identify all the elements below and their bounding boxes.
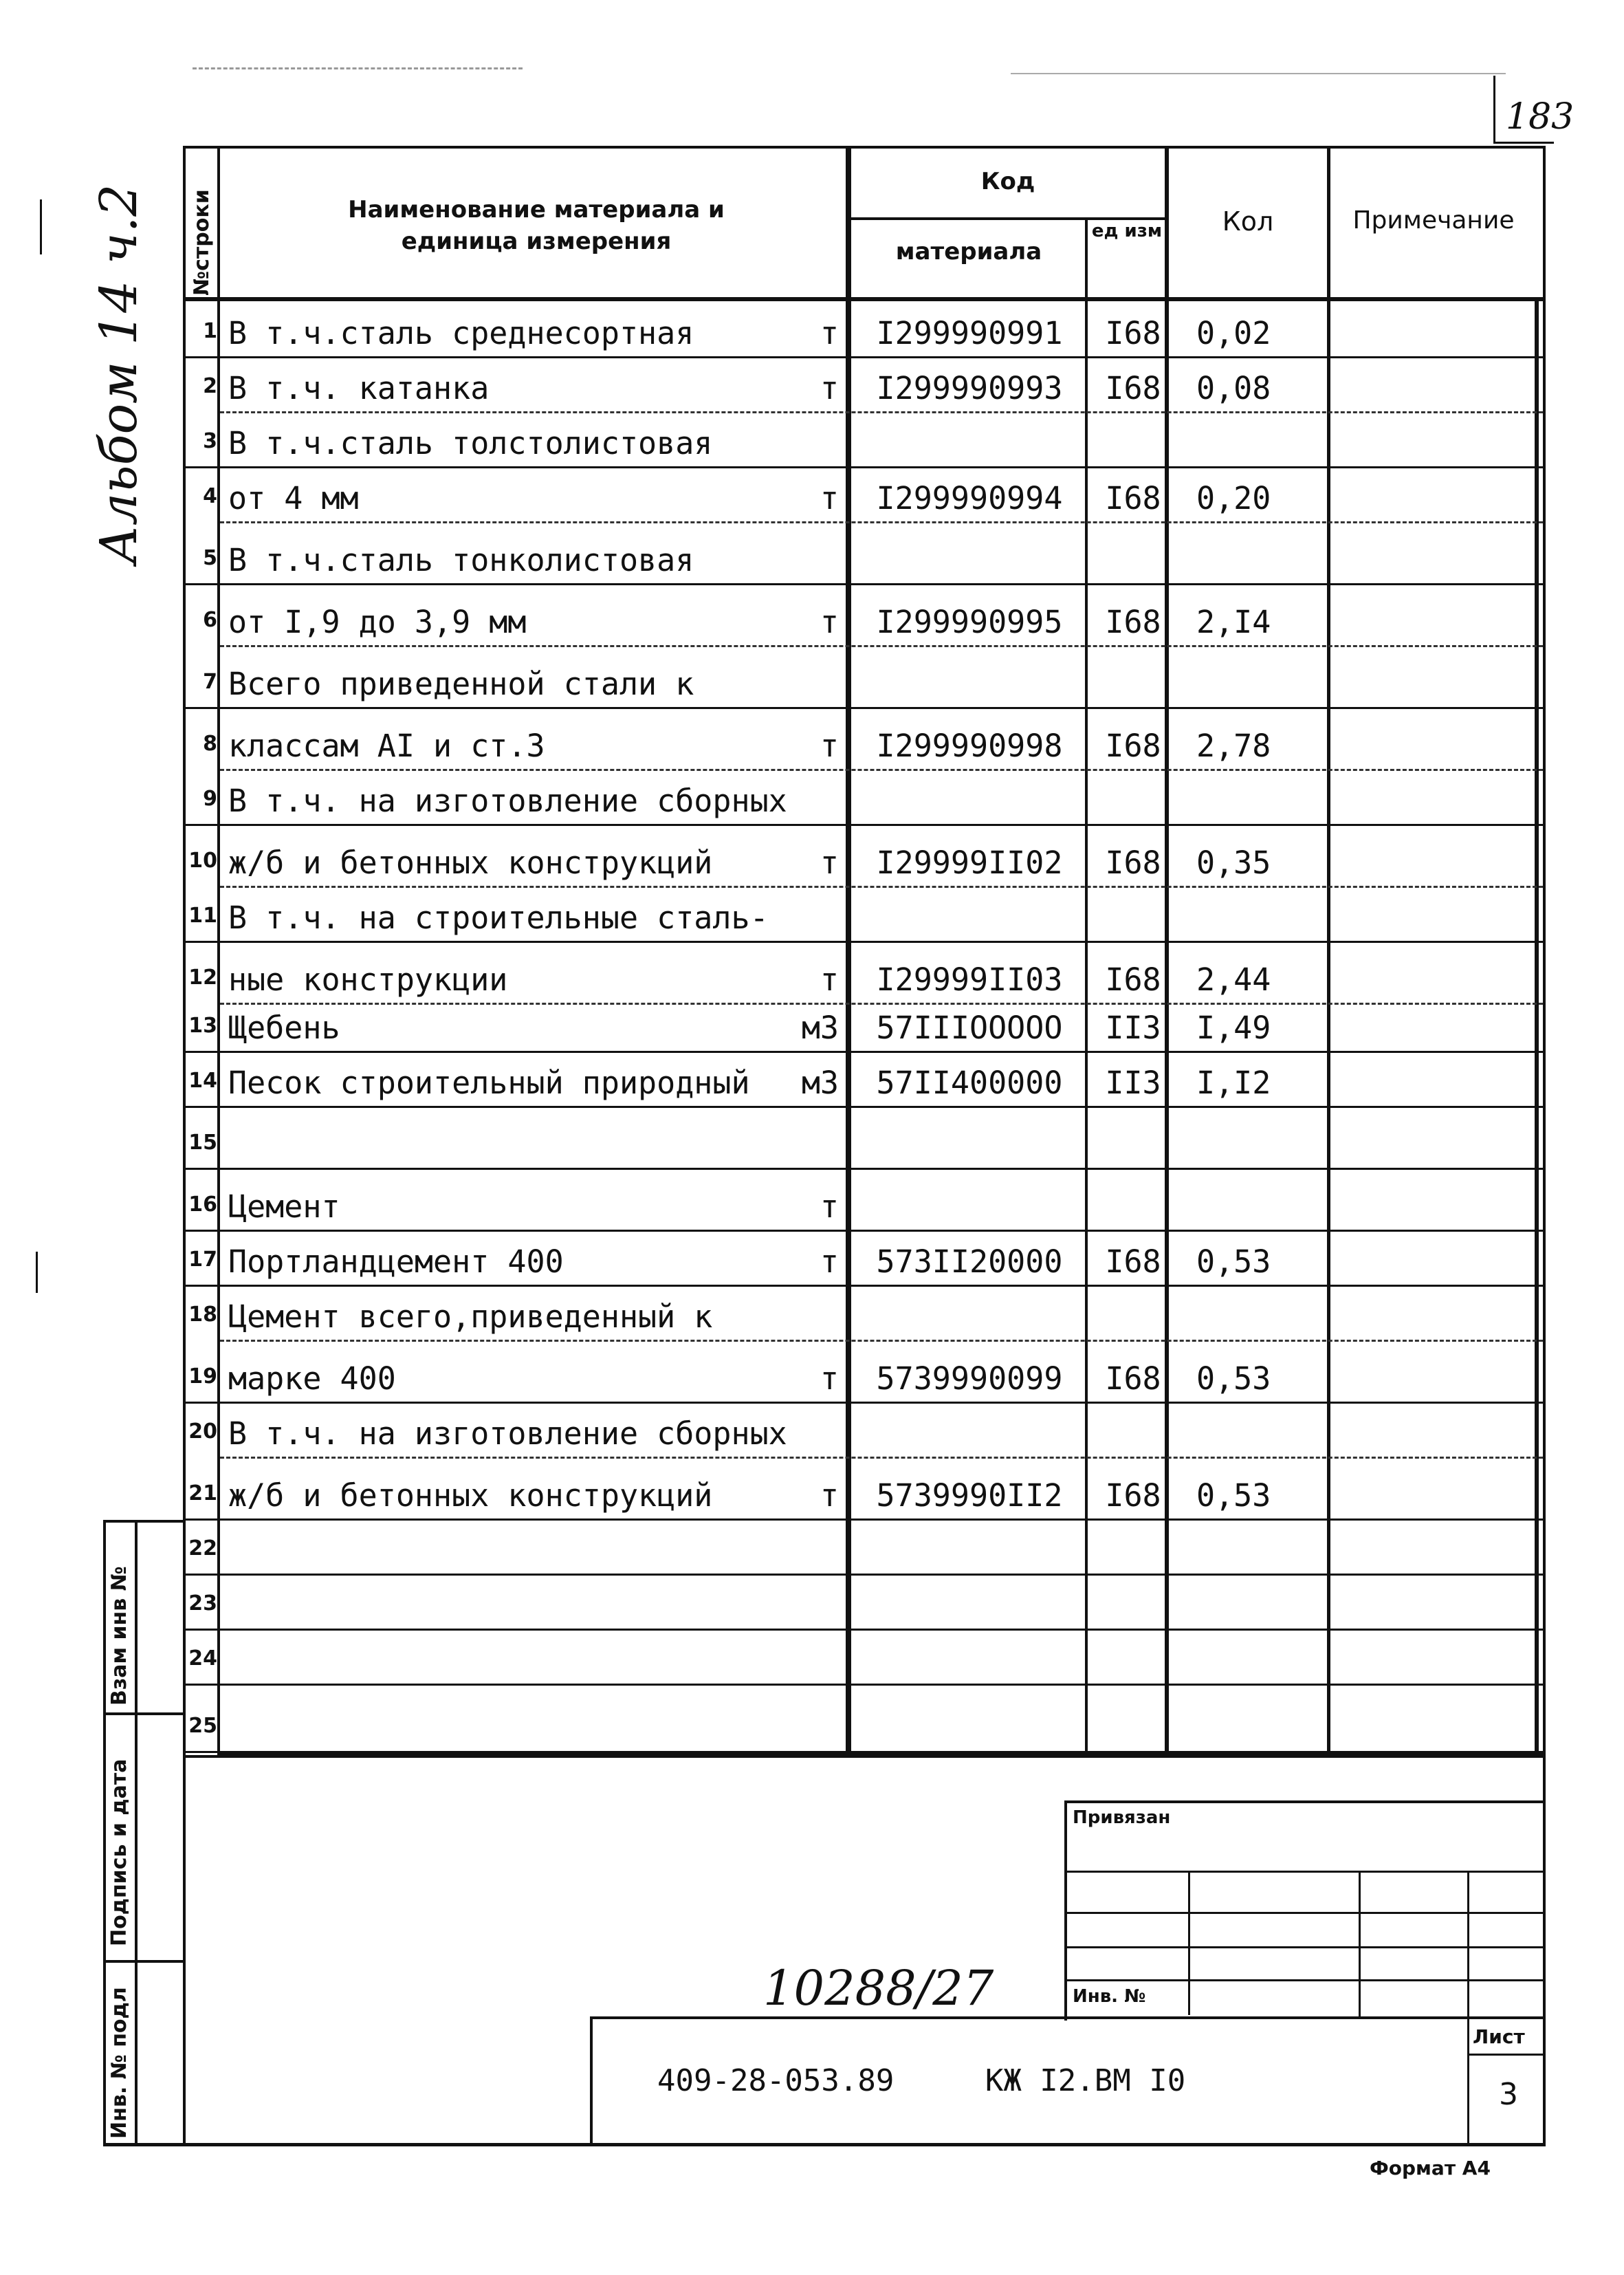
row-divider	[183, 1051, 1543, 1053]
header-name: Наименование материала и единица измерения	[348, 196, 725, 255]
row-divider	[183, 1402, 1543, 1404]
row-material-code: 5739990II2	[876, 1477, 1063, 1514]
row-material-code: I29999II02	[876, 845, 1063, 881]
row-name: Цемент	[228, 1188, 340, 1225]
row-number: 18	[188, 1303, 217, 1327]
row-number: 25	[188, 1714, 217, 1738]
row-divider	[220, 1457, 1543, 1459]
row-quantity: 0,20	[1196, 480, 1271, 516]
row-divider	[220, 645, 1543, 647]
row-name: В т.ч.сталь толстолистовая	[228, 425, 713, 461]
row-number: 5	[203, 546, 217, 570]
row-number: 24	[188, 1646, 217, 1670]
handwritten-number: 10288/27	[763, 1960, 994, 2016]
row-number: 12	[188, 966, 217, 990]
header-unit: ед изм	[1091, 221, 1163, 241]
row-quantity: 0,53	[1196, 1243, 1271, 1280]
row-name: В т.ч.сталь тонколистовая	[228, 542, 694, 578]
row-unit: т	[820, 315, 839, 351]
row-divider	[183, 1574, 1543, 1576]
row-quantity: I,49	[1196, 1010, 1271, 1046]
row-name: Песок строительный природный	[228, 1065, 750, 1101]
row-quantity: I,I2	[1196, 1065, 1271, 1101]
row-material-code: I299990998	[876, 728, 1063, 764]
row-number: 1	[203, 319, 217, 343]
sheet-label: Лист	[1473, 2025, 1525, 2048]
row-material-code: 573II20000	[876, 1243, 1063, 1280]
row-name: Портландцемент 400	[228, 1243, 564, 1280]
row-divider	[183, 941, 1543, 943]
row-unit-code: I68	[1105, 1477, 1161, 1514]
row-material-code: 57IIIООООО	[876, 1010, 1063, 1046]
row-number: 4	[203, 484, 217, 508]
row-unit: м3	[801, 1010, 839, 1046]
label-inv-podl: Инв. № подл	[107, 1987, 131, 2139]
row-unit-code: I68	[1105, 370, 1161, 406]
privyazan-label: Привязан	[1073, 1807, 1171, 1828]
row-unit: т	[820, 604, 839, 640]
row-quantity: 0,08	[1196, 370, 1271, 406]
row-name: классам АI и ст.3	[228, 728, 545, 764]
header-note: Примечание	[1352, 206, 1515, 235]
row-number: 23	[188, 1591, 217, 1615]
row-name: В т.ч. катанка	[228, 370, 490, 406]
row-unit-code: I68	[1105, 961, 1161, 998]
row-name: Всего приведенной стали к	[228, 666, 694, 702]
row-name: ж/б и бетонных конструкций	[228, 1477, 713, 1514]
row-number: 21	[188, 1481, 217, 1505]
row-unit: т	[820, 961, 839, 998]
row-divider	[183, 1751, 1543, 1753]
row-quantity: 2,I4	[1196, 604, 1271, 640]
row-number: 14	[188, 1069, 217, 1093]
row-unit-code: I68	[1105, 480, 1161, 516]
row-number: 10	[188, 849, 217, 873]
row-divider	[183, 707, 1543, 709]
row-name: ж/б и бетонных конструкций	[228, 845, 713, 881]
row-quantity: 0,53	[1196, 1360, 1271, 1397]
row-name: Цемент всего,приведенный к	[228, 1298, 713, 1335]
row-name: от 4 мм	[228, 480, 359, 516]
row-name: Щебень	[228, 1010, 340, 1046]
row-unit: т	[820, 845, 839, 881]
row-divider	[220, 769, 1543, 771]
row-divider	[220, 411, 1543, 413]
row-material-code: 57II400000	[876, 1065, 1063, 1101]
row-divider	[183, 1168, 1543, 1170]
header-row-no: №строки	[190, 189, 214, 296]
row-number: 19	[188, 1364, 217, 1389]
header-code: Код	[980, 168, 1035, 195]
row-material-code: I299990994	[876, 480, 1063, 516]
row-unit-code: I68	[1105, 845, 1161, 881]
format-label: Формат А4	[1370, 2157, 1491, 2179]
row-unit: т	[820, 1360, 839, 1397]
row-name: В т.ч.сталь среднесортная	[228, 315, 694, 351]
row-divider	[183, 466, 1543, 468]
row-quantity: 2,78	[1196, 728, 1271, 764]
row-unit-code: I68	[1105, 1243, 1161, 1280]
row-divider	[183, 1684, 1543, 1686]
row-material-code: 5739990099	[876, 1360, 1063, 1397]
row-number: 11	[188, 904, 217, 928]
row-divider	[183, 1629, 1543, 1631]
row-number: 22	[188, 1536, 217, 1560]
row-divider	[183, 1230, 1543, 1232]
row-unit-code: II3	[1105, 1010, 1161, 1046]
row-unit-code: I68	[1105, 604, 1161, 640]
row-number: 15	[188, 1131, 217, 1155]
row-name: В т.ч. на изготовление сборных	[228, 1415, 787, 1452]
row-number: 13	[188, 1014, 217, 1038]
row-unit: т	[820, 480, 839, 516]
header-material: материала	[895, 238, 1042, 265]
row-unit: т	[820, 1477, 839, 1514]
row-quantity: 2,44	[1196, 961, 1271, 998]
sheet-number: 3	[1499, 2077, 1518, 2112]
page-mark: 183	[1506, 96, 1574, 138]
row-unit: т	[820, 1188, 839, 1225]
row-unit: т	[820, 370, 839, 406]
row-divider	[220, 1003, 1543, 1005]
row-unit-code: I68	[1105, 728, 1161, 764]
row-material-code: I29999II03	[876, 961, 1063, 998]
header-qty: Кол	[1222, 206, 1274, 237]
row-number: 2	[203, 374, 217, 398]
row-unit: м3	[801, 1065, 839, 1101]
row-material-code: I299990995	[876, 604, 1063, 640]
row-number: 20	[188, 1419, 217, 1444]
row-unit-code: I68	[1105, 1360, 1161, 1397]
doc-code: 409-28-053.89 КЖ I2.ВМ I0	[657, 2063, 1186, 2098]
row-divider	[220, 1340, 1543, 1342]
album-note: Альбом 14 ч.2	[89, 184, 149, 564]
row-number: 6	[203, 608, 217, 632]
row-divider	[183, 583, 1543, 585]
row-unit: т	[820, 728, 839, 764]
row-unit: т	[820, 1243, 839, 1280]
row-divider	[220, 886, 1543, 888]
row-divider	[183, 1285, 1543, 1287]
row-divider	[183, 356, 1543, 358]
row-number: 3	[203, 429, 217, 453]
row-divider	[220, 521, 1543, 523]
row-number: 8	[203, 732, 217, 756]
row-name: от I,9 до 3,9 мм	[228, 604, 527, 640]
row-name: ные конструкции	[228, 961, 508, 998]
row-number: 9	[203, 787, 217, 811]
row-quantity: 0,53	[1196, 1477, 1271, 1514]
row-unit-code: I68	[1105, 315, 1161, 351]
row-number: 17	[188, 1248, 217, 1272]
row-material-code: I299990993	[876, 370, 1063, 406]
label-vzam: Взам инв №	[107, 1566, 131, 1706]
row-divider	[183, 1519, 1543, 1521]
row-quantity: 0,02	[1196, 315, 1271, 351]
row-divider	[183, 1106, 1543, 1108]
row-name: В т.ч. на строительные сталь-	[228, 900, 769, 936]
row-number: 16	[188, 1193, 217, 1217]
inv-no-label: Инв. №	[1073, 1986, 1146, 2007]
row-name: марке 400	[228, 1360, 396, 1397]
row-number: 7	[203, 670, 217, 694]
row-divider	[183, 824, 1543, 826]
row-unit-code: II3	[1105, 1065, 1161, 1101]
row-material-code: I299990991	[876, 315, 1063, 351]
label-podpis: Подпись и дата	[107, 1759, 131, 1946]
row-name: В т.ч. на изготовление сборных	[228, 783, 787, 819]
row-quantity: 0,35	[1196, 845, 1271, 881]
